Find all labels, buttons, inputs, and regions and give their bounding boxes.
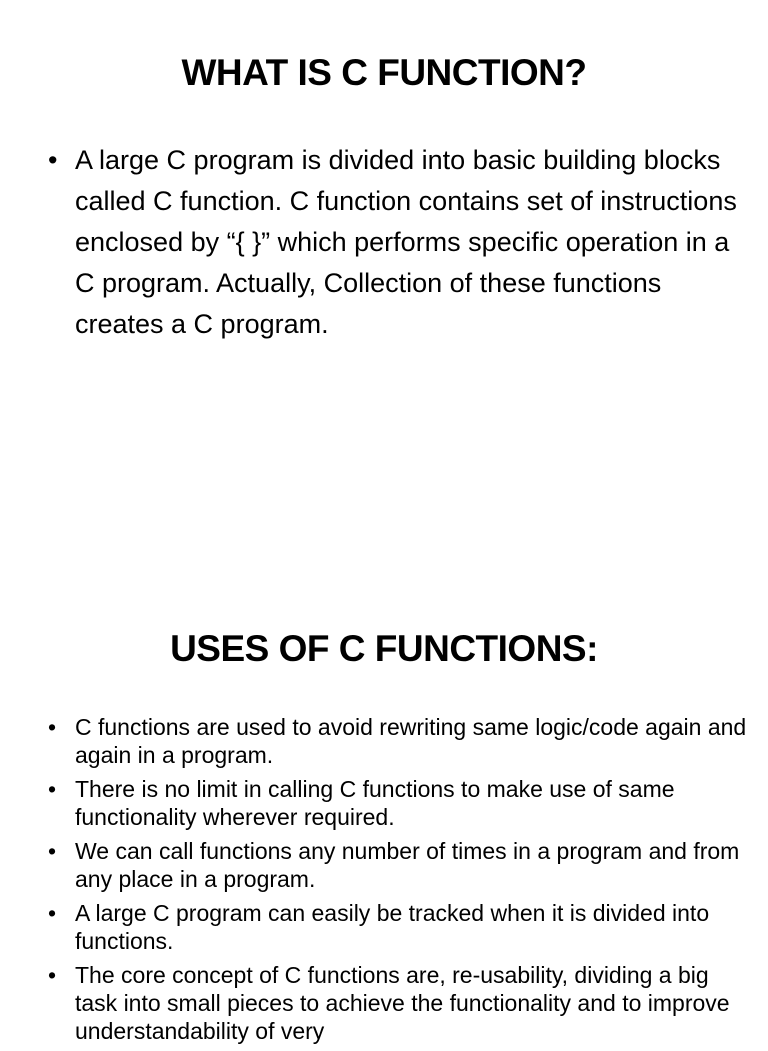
slide-title: USES OF C FUNCTIONS: — [170, 628, 598, 669]
bullet-text: A large C program is divided into basic building blocks called C function. C function contains set of instructions enclosed by “{ }” which performs specific operation in a C program. Actually, Collection of these functions creates a C program. — [75, 145, 737, 339]
bullet-list — [48, 713, 748, 1051]
bullet-icon: • — [48, 776, 57, 802]
bullet-icon: • — [48, 145, 58, 175]
bullet-icon: • — [48, 714, 57, 740]
slide-what-is-c-function — [0, 0, 768, 512]
list-item — [48, 775, 748, 831]
bullet-icon: • — [48, 838, 57, 864]
slide-uses-of-c-functions — [0, 600, 768, 1044]
list-item — [48, 140, 738, 345]
bullet-icon: • — [48, 962, 57, 988]
bullet-list — [48, 140, 738, 345]
bullet-icon: • — [48, 900, 57, 926]
slide-title: WHAT IS C FUNCTION? — [181, 52, 587, 93]
list-item — [48, 899, 748, 955]
bullet-text: The core concept of C functions are, re-usability, dividing a big task into small pieces to achieve the functionality and to improve understandability of very — [75, 962, 730, 1044]
bullet-text: There is no limit in calling C functions to make use of same functionality wherever required. — [75, 776, 675, 830]
bullet-text: We can call functions any number of times in a program and from any place in a program. — [75, 838, 740, 892]
bullet-text: A large C program can easily be tracked when it is divided into functions. — [75, 900, 710, 954]
list-item — [48, 713, 748, 769]
bullet-text: C functions are used to avoid rewriting same logic/code again and again in a program. — [75, 714, 747, 768]
list-item — [48, 837, 748, 893]
list-item — [48, 961, 748, 1045]
